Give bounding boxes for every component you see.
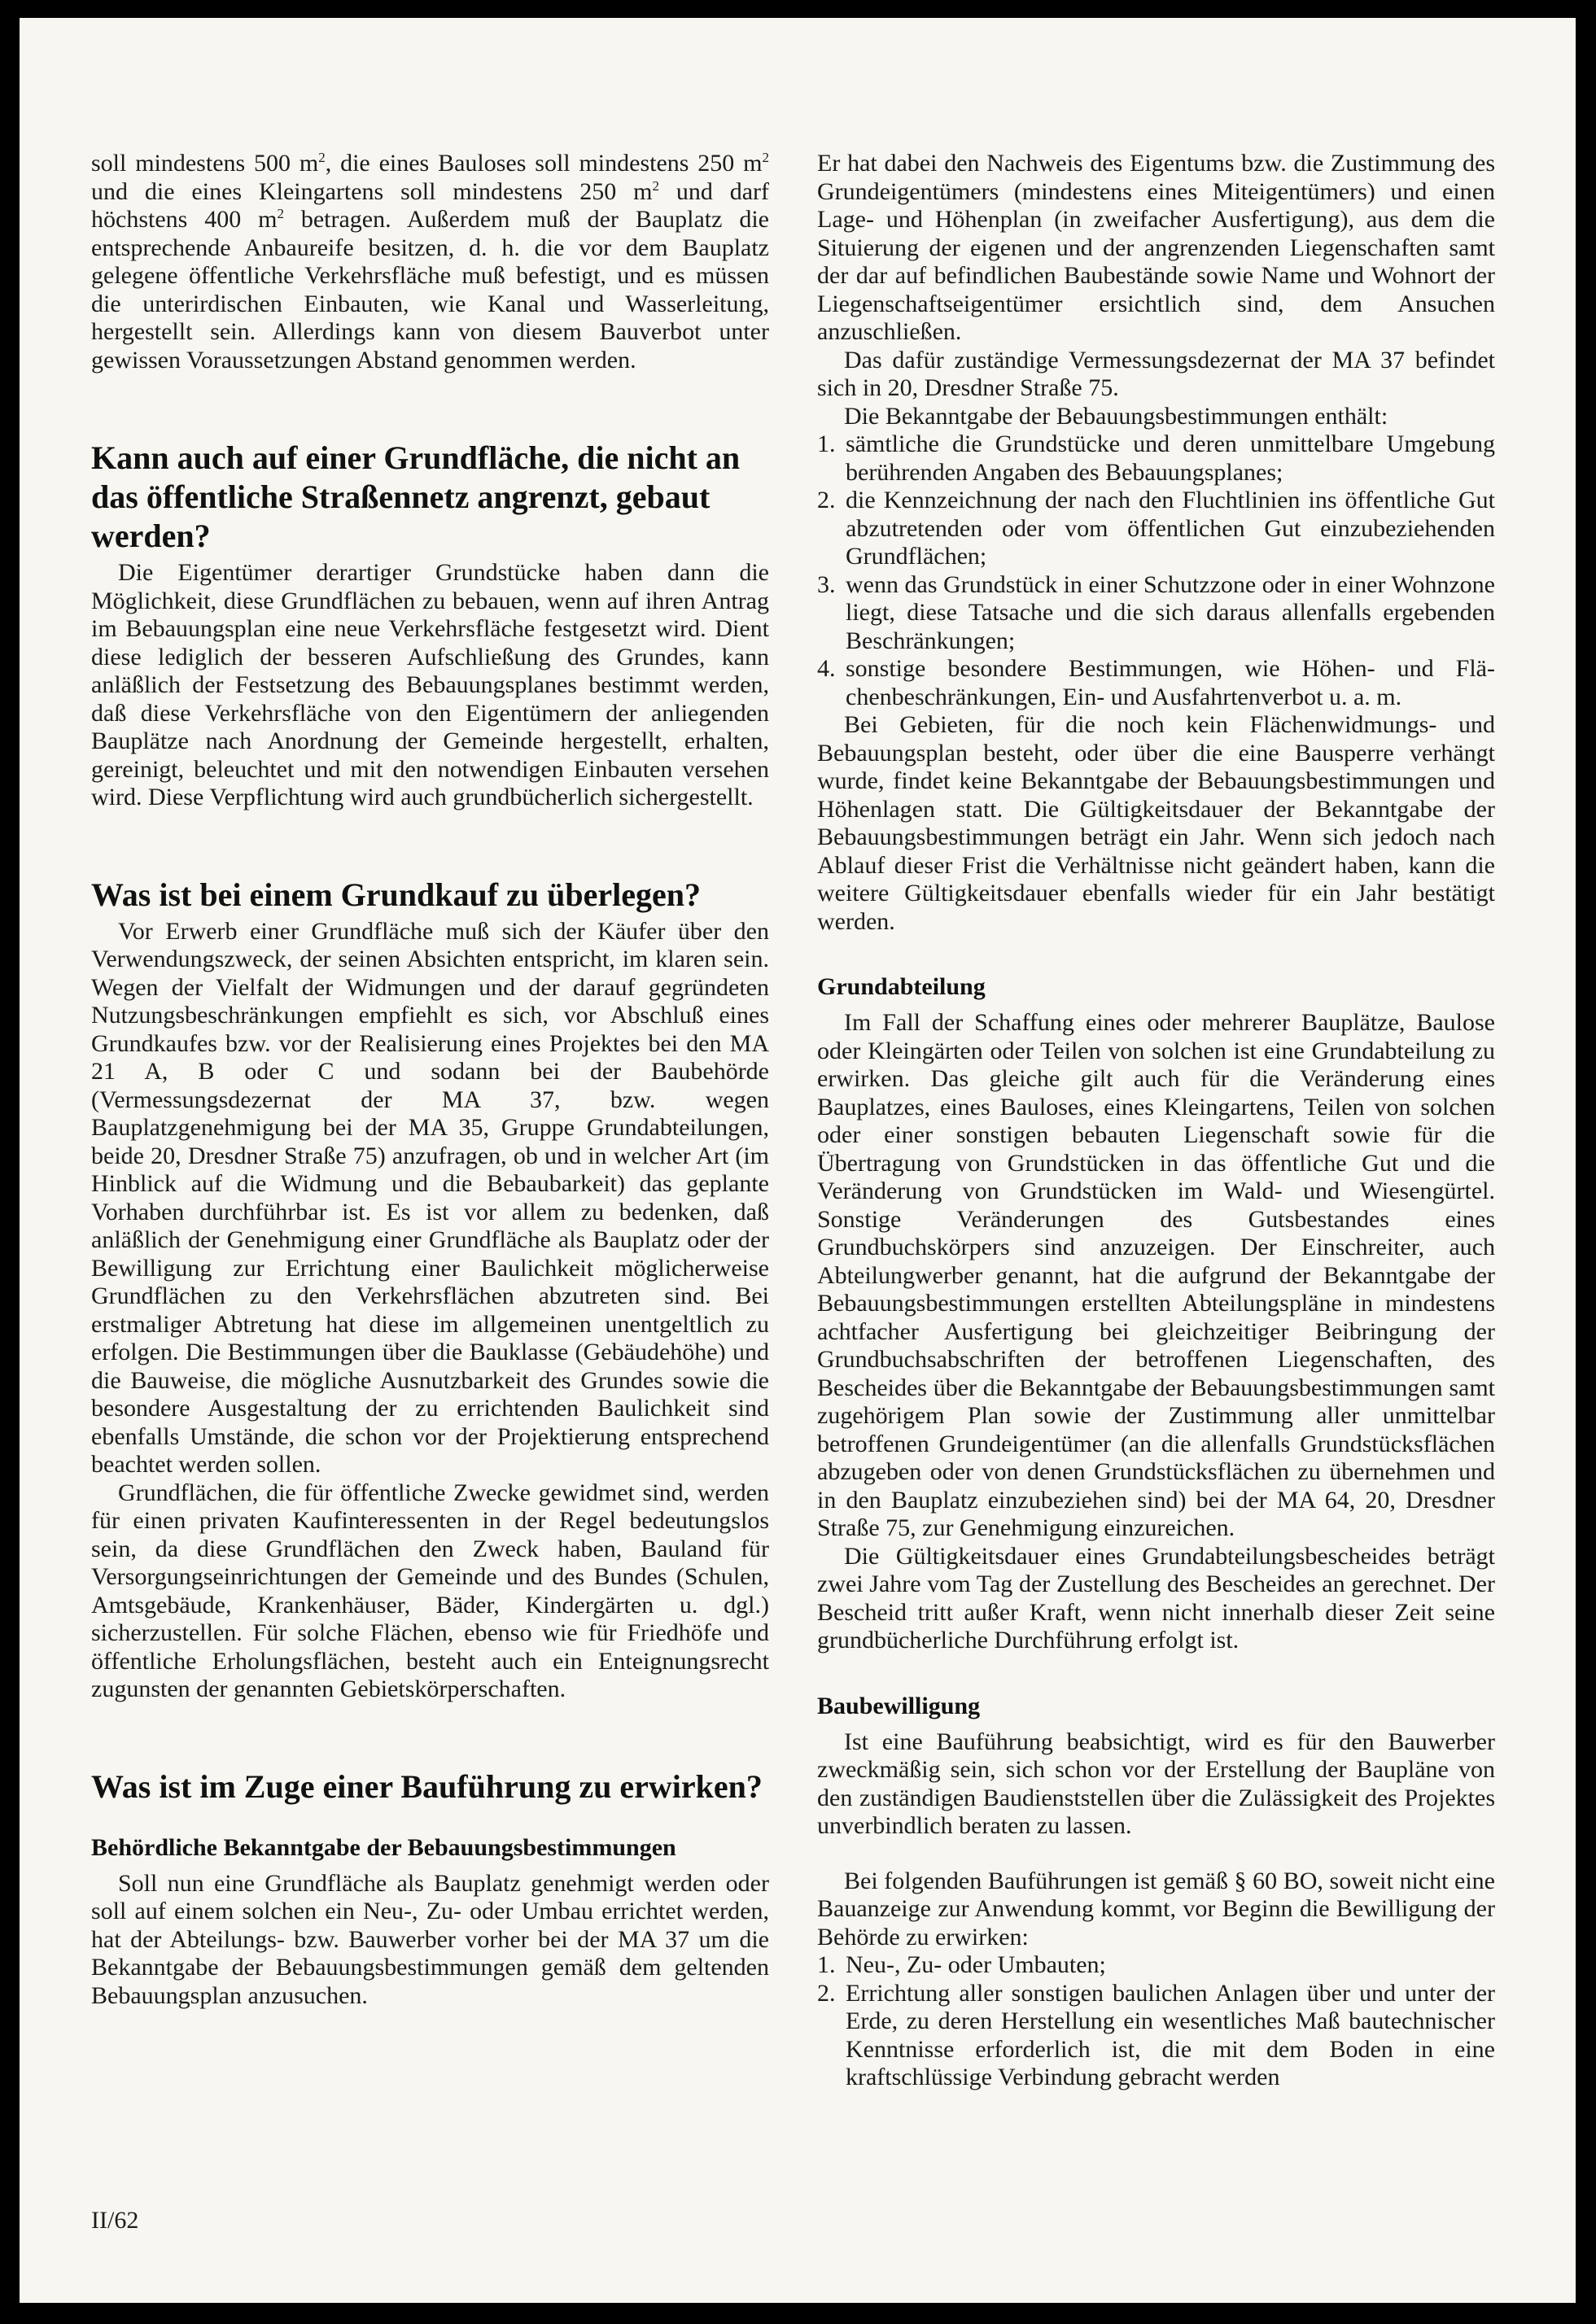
list-item	[817, 430, 1495, 487]
paragraph-grundabteilung-2: Die Gültigkeitsdauer eines Grundabteilungsbescheides beträgt zwei Jahre vom Tag der Zustellung des Bescheides an gerechnet. Der Bescheid tritt außer Kraft, wenn nicht innerhalb dieser Zeit seine grundbücherliche Durchführung erfolgt ist.	[817, 1542, 1495, 1653]
paragraph-nachweis: Er hat dabei den Nachweis des Eigentums bzw. die Zustimmung des Grundeigentümers (mindestens eines Miteigentümers) und einen Lage- und Höhenplan (in zweifacher Ausfertigung), aus dem die Situierung der eigenen und der angrenzenden Liegenschaften samt der dar auf befindlichen Baubestände sowie Name und Wohnort der Liegenschaftseigentümer ersichtlich sind, dem Ansuchen anzuschließen.	[817, 150, 1495, 345]
list-text: Errichtung aller sonstigen baulichen Anlagen über und unter der Erde, zu deren Herstellung ein wesentliches Maß bautechnischer Kenntnisse erforderlich ist, die mit dem Boden in eine kraftschlüssige Verbindung gebracht werden	[846, 1979, 1495, 2090]
list-item	[817, 1951, 1495, 1980]
left-column	[91, 150, 769, 2010]
document-page	[20, 18, 1576, 2303]
list-text: Neu-, Zu- oder Umbauten;	[846, 1951, 1106, 1978]
list-number: 2.	[817, 487, 836, 513]
list-item	[817, 487, 1495, 571]
list-number: 2.	[817, 1979, 836, 2007]
paragraph-gebiete: Bei Gebieten, für die noch kein Flächenwidmungs- und Bebauungsplan besteht, oder über die eine Bausperre verhängt wurde, findet keine Bekanntgabe der Bebauungsbestimmungen und Höhenlagen statt. Die Gültigkeitsdauer der Bekanntgabe der Bebauungsbestimmungen beträgt ein Jahr. Wenn sich jedoch nach Ablauf dieser Frist die Verhältnisse nicht geändert haben, kann die weitere Gültigkeitsdauer ebenfalls wieder für ein Jahr bestätigt werden.	[817, 711, 1495, 935]
page-number: II/62	[91, 2207, 139, 2234]
heading-grundkauf: Was ist bei einem Grundkauf zu überlegen?	[91, 876, 701, 913]
paragraph-bekanntgabe: Soll nun eine Grundfläche als Bauplatz genehmigt werden oder soll auf einem solchen ein Neu-, Zu- oder Umbau errichtet werden, hat der Abteilungs- bzw. Bauwerber vorher bei der MA 37 um die Bekanntgabe der Bebauungsbestimmungen gemäß dem geltenden Bebauungsplan anzusuchen.	[91, 1869, 769, 2009]
list-text: sämtliche die Grundstücke und deren unmittelbare Umgebung berührenden Angaben des Bebauungsplanes;	[846, 430, 1495, 486]
paragraph-grundkauf-2: Grundflächen, die für öffentliche Zwecke gewidmet sind, werden für einen privaten Kaufinteressenten in der Regel bedeutungslos sein, da diese Grundflächen den Zweck haben, Bauland für Versorgungseinrichtungen der Gemeinde und des Bundes (Schulen, Amtsgebäude, Krankenhäuser, Bäder, Kindergärten u. dgl.) sicherzustellen. Für solche Flächen, ebenso wie für Friedhöfe und öffentliche Erholungsflächen, besteht auch ein Enteignungsrecht zugunsten der genannten Gebietskörperschaften.	[91, 1479, 769, 1702]
list-bekanntgabe	[817, 430, 1495, 711]
list-item	[817, 655, 1495, 711]
list-baubewilligung	[817, 1951, 1495, 2092]
paragraph-vermessung: Das dafür zuständige Vermessungsdezernat der MA 37 befindet sich in 20, Dresdner Straße 75.	[817, 346, 1495, 401]
list-text: die Kennzeichnung der nach den Fluchtlinien ins öffentliche Gut abzutretenden oder vom öffentlichen Gut einzubeziehenden Grundflächen;	[846, 487, 1495, 570]
list-number: 1.	[817, 1951, 836, 1978]
heading-baufuehrung: Was ist im Zuge einer Bauführung zu erwirken?	[91, 1767, 763, 1805]
subheading-baubewilligung: Baubewilligung	[817, 1692, 981, 1719]
paragraph-grundabteilung-1: Im Fall der Schaffung eines oder mehrerer Bauplätze, Baulose oder Kleingärten oder Teilen von solchen ist eine Grundabteilung zu erwirken. Das gleiche gilt auch für die Veränderung eines Bauplatzes, eines Bauloses, eines Kleingartens, Teilen von solchen oder einer sonstigen bebauten Liegenschaft sowie für die Übertragung von Grundstücken in das öffentliche Gut und die Veränderung von Grundstücken im Wald- und Wiesengürtel. Sonstige Veränderungen des Gutsbestandes eines Grundbuchskörpers sind anzuzeigen. Der Einschreiter, auch Abteilungwerber genannt, hat die aufgrund der Bekanntgabe der Bebauungsbestimmungen erstellten Abteilungspläne in mindestens achtfacher Ausfertigung bei gleichzeitiger Beibringung der Grundbuchsabschriften der betroffenen Liegenschaften, des Bescheides über die Bekanntgabe der Bebauungsbestimmungen samt zugehörigem Plan sowie der Zustimmung aller unmittelbar betroffenen Grundeigentümer (an die allenfalls Grundstücksflächen abzugeben oder von denen Grundstücksflächen zu übernehmen und in den Bauplatz einzubeziehen sind) bei der MA 64, 20, Dresdner Straße 75, zur Genehmigung einzureichen.	[817, 1009, 1495, 1541]
right-column	[817, 150, 1495, 2092]
heading-strassennetz: Kann auch auf einer Grundfläche, die nicht an das öffentliche Straßennetz angrenzt, gebaut werden?	[91, 439, 741, 554]
list-item	[817, 1980, 1495, 2092]
paragraph-baubewilligung-1: Ist eine Bauführung beabsichtigt, wird es für den Bauwerber zweckmäßig sein, sich schon vor der Erstellung der Baupläne von den zuständigen Baudienststellen über die Zulässigkeit des Projektes unverbindlich beraten zu lassen.	[817, 1728, 1495, 1839]
list-text: wenn das Grundstück in einer Schutzzone oder in einer Wohnzone liegt, diese Tatsache und die sich daraus allenfalls ergebenden Beschränkungen;	[846, 570, 1495, 654]
list-text: sonstige besondere Bestimmungen, wie Höhen- und Flächenbeschränkungen, Ein- und Ausfahrtenverbot u. a. m.	[846, 655, 1495, 710]
paragraph-enthaelt: Die Bekanntgabe der Bebauungsbestimmungen enthält:	[844, 402, 1388, 430]
paragraph-baubewilligung-2: Bei folgenden Bauführungen ist gemäß § 60 BO, soweit nicht eine Bauanzeige zur Anwendung kommt, vor Beginn die Bewilligung der Behörde zu erwirken:	[817, 1867, 1495, 1950]
list-number: 3.	[817, 570, 836, 598]
subheading-bekanntgabe: Behördliche Bekanntgabe der Bebauungsbestimmungen	[91, 1833, 676, 1861]
subheading-grundabteilung: Grundabteilung	[817, 973, 986, 1000]
paragraph-grundkauf-1: Vor Erwerb einer Grundfläche muß sich der Käufer über den Verwendungszweck, der seinen Absichten entspricht, im klaren sein. Wegen der Vielfalt der Widmungen und der darauf gegründeten Nutzungsbeschränkungen empfiehlt es sich, vor Abschluß eines Grundkaufes bzw. vor der Realisierung eines Projektes bei den MA 21 A, B oder C und sodann bei der Baubehörde (Vermessungsdezernat der MA 37, bzw. wegen Bauplatzgenehmigung bei der MA 35, Gruppe Grundabteilungen, beide 20, Dresdner Straße 75) anzufragen, ob und in welcher Art (im Hinblick auf die Widmung und die Bebaubarkeit) das geplante Vorhaben durchführbar ist. Es ist vor allem zu bedenken, daß anläßlich der Genehmigung einer Grundfläche als Bauplatz oder der Bewilligung zur Errichtung einer Baulichkeit möglicherweise Grundflächen zu den Verkehrsflächen abzutreten sind. Bei erstmaliger Abtretung hat diese im allgemeinen unentgeltlich zu erfolgen. Die Bestimmungen über die Bauklasse (Gebäudehöhe) und die Bauweise, die mögliche Ausnutzbarkeit des Grundes sowie die besondere Ausgestaltung der zu errichtenden Baulichkeit sind ebenfalls Umstände, die schon vor der Projektierung entsprechend beachtet werden sollen.	[91, 917, 769, 1478]
paragraph-strassennetz: Die Eigentümer derartiger Grundstücke haben dann die Möglichkeit, diese Grundflächen zu bebauen, wenn auf ihren Antrag im Bebauungsplan eine neue Verkehrsfläche festgesetzt wird. Dient diese lediglich der besseren Aufschließung des Grundes, kann anläßlich der Festsetzung des Bebauungsplanes bestimmt werden, daß diese Verkehrsfläche von den Eigentümern der anliegenden Bauplätze nach Anordnung der Gemeinde hergestellt, erhalten, gereinigt, beleuchtet und mit den notwendigen Einbauten versehen wird. Diese Verpflichtung wird auch grundbücherlich sichergestellt.	[91, 559, 769, 810]
list-number: 1.	[817, 430, 836, 457]
list-number: 4.	[817, 655, 836, 682]
intro-paragraph: soll mindestens 500 $m^2$, die eines Bauloses soll mindestens 250 $m^2$ und die eines Kleingartens soll mindestens 250 $m^2$ und darf höchstens 400 $m^2$ betragen. Außerdem muß der Bauplatz die entsprechende Anbaureife besitzen, d. h. die vor dem Bauplatz gelegene öffentliche Verkehrsfläche muß befestigt, und es müssen die unterirdischen Einbauten, wie Kanal und Wasserleitung, hergestellt sein. Allerdings kann von diesem Bauverbot unter gewissen Voraussetzungen Abstand genommen werden.	[91, 150, 770, 374]
list-item	[817, 571, 1495, 656]
